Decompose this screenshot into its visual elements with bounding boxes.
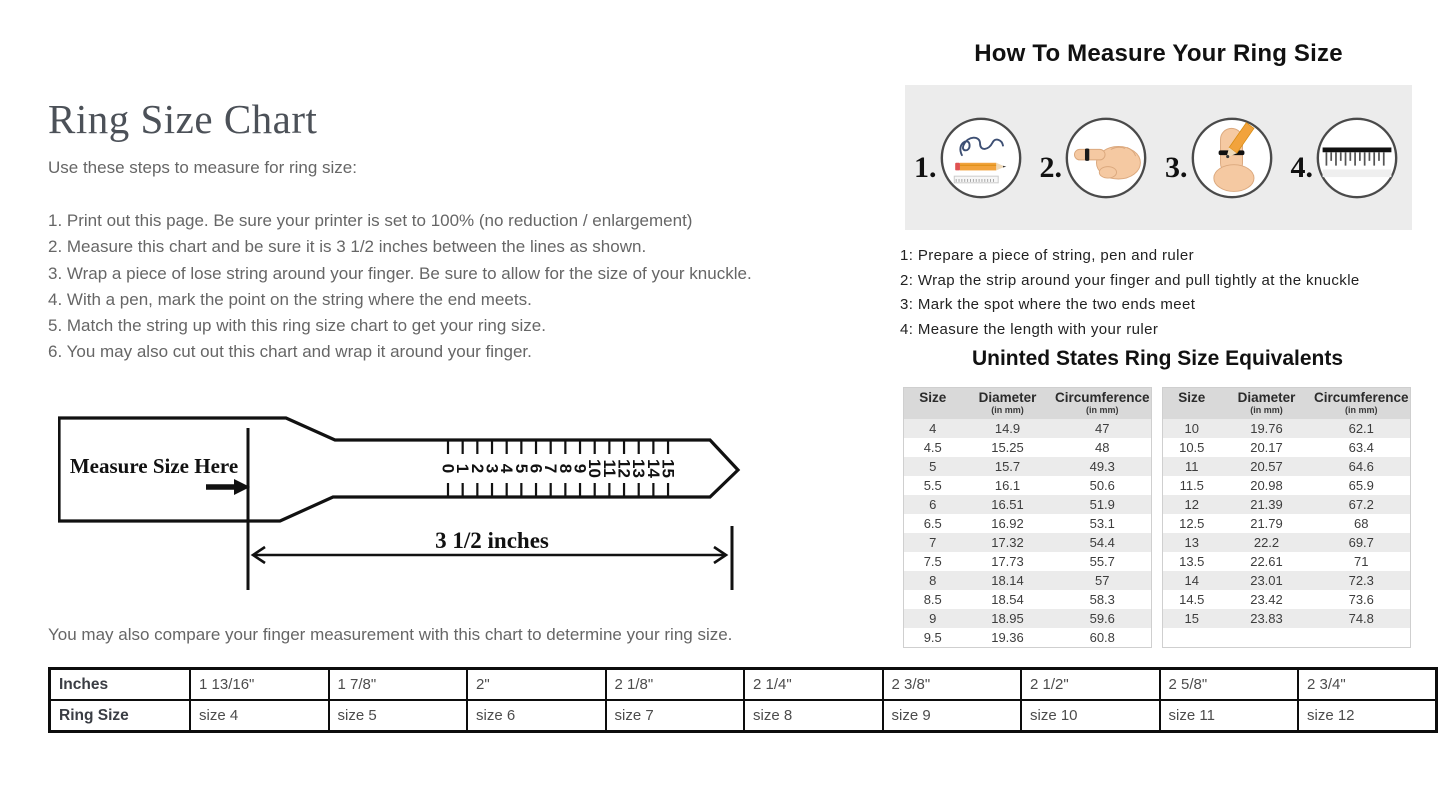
eq-column-header: Size [904, 388, 962, 420]
equivalents-table-left [903, 387, 1152, 648]
eq-row: 5.5 16.1 50.6 [904, 476, 1152, 495]
compare-note: You may also compare your finger measurement with this chart to determine your ring size. [48, 625, 733, 644]
row-header: Inches [50, 669, 191, 701]
ring-size-row: Ring Size size 4 size 5 size 6 size 7 size 8 size 9 size 10 size 11 size 12 [50, 700, 1437, 732]
step-1-number: 1. [914, 150, 937, 184]
string-pen-ruler-icon [938, 115, 1024, 201]
eq-row: 4 14.9 47 [904, 419, 1152, 438]
svg-text:5: 5 [511, 463, 531, 474]
howto-step-3 [1165, 115, 1275, 201]
equivalents-title: Uninted States Ring Size Equivalents [971, 347, 1344, 370]
ring-sizer-diagram [58, 413, 748, 613]
eq-column-header: Diameter (in mm) [962, 388, 1054, 420]
measure-steps-list [48, 208, 838, 366]
eq-row: 8.5 18.54 58.3 [904, 590, 1152, 609]
eq-row [1163, 628, 1411, 648]
svg-text:2: 2 [467, 463, 487, 474]
eq-row: 9 18.95 59.6 [904, 609, 1152, 628]
eq-row: 10.5 20.17 63.4 [1163, 438, 1411, 457]
svg-text:6: 6 [526, 463, 546, 474]
eq-row: 6 16.51 51.9 [904, 495, 1152, 514]
eq-row: 14.5 23.42 73.6 [1163, 590, 1411, 609]
howto-step-text: 3: Mark the spot where the two ends meet [900, 296, 1196, 314]
eq-column-header: Size [1163, 388, 1221, 420]
inches-row: Inches 1 13/16" 1 7/8" 2" 2 1/8" 2 1/4" 2 3/8" 2 1/2" 2 5/8" 2 3/4" [50, 669, 1437, 701]
svg-text:0: 0 [438, 463, 458, 474]
measure-step: 3. Wrap a piece of lose string around your finger. Be sure to allow for the size of your knuckle. [48, 263, 752, 283]
measure-size-here-label: Measure Size Here [69, 454, 239, 478]
eq-row: 11.5 20.98 65.9 [1163, 476, 1411, 495]
eq-row: 7 17.32 54.4 [904, 533, 1152, 552]
svg-text:3: 3 [482, 463, 502, 474]
svg-text:1: 1 [453, 463, 473, 474]
step-3-number: 3. [1165, 150, 1188, 184]
svg-text:4: 4 [497, 463, 517, 474]
svg-text:13: 13 [629, 459, 649, 478]
mark-spot-icon [1189, 115, 1275, 201]
eq-row: 12 21.39 67.2 [1163, 495, 1411, 514]
howto-step-text: 4: Measure the length with your ruler [900, 320, 1159, 338]
howto-step-2 [1039, 115, 1150, 201]
inches-to-ring-size-table [48, 667, 1438, 733]
svg-text:11: 11 [599, 459, 619, 478]
eq-row: 7.5 17.73 55.7 [904, 552, 1152, 571]
howto-step-text: 1: Prepare a piece of string, pen and ruler [900, 247, 1195, 264]
eq-row: 11 20.57 64.6 [1163, 457, 1411, 476]
equivalents-table-right [1162, 387, 1411, 648]
eq-row: 5 15.7 49.3 [904, 457, 1152, 476]
step-2-number: 2. [1039, 150, 1062, 184]
measure-step: 4. With a pen, mark the point on the string where the end meets. [48, 289, 532, 309]
ruler-icon [1314, 115, 1400, 201]
eq-row: 6.5 16.92 53.1 [904, 514, 1152, 533]
page-title: Ring Size Chart [48, 96, 318, 142]
eq-column-header: Circumference (in mm) [1313, 388, 1411, 420]
eq-row: 14 23.01 72.3 [1163, 571, 1411, 590]
eq-row: 9.5 19.36 60.8 [904, 628, 1152, 648]
eq-row: 13 22.2 69.7 [1163, 533, 1411, 552]
eq-row: 15 23.83 74.8 [1163, 609, 1411, 628]
measure-step: 6. You may also cut out this chart and wrap it around your finger. [48, 342, 532, 362]
svg-text:10: 10 [585, 459, 605, 478]
eq-row: 10 19.76 62.1 [1163, 419, 1411, 438]
dimension-label: 3 1/2 inches [435, 528, 549, 553]
svg-text:15: 15 [658, 459, 678, 478]
finger-string-icon [1063, 115, 1149, 201]
measure-step: 1. Print out this page. Be sure your printer is set to 100% (no reduction / enlargement) [48, 211, 693, 230]
ring-sizer-svg [58, 413, 748, 613]
svg-text:7: 7 [541, 463, 561, 474]
step-4-number: 4. [1290, 150, 1313, 184]
svg-text:8: 8 [555, 463, 575, 474]
intro-text: Use these steps to measure for ring size: [48, 158, 357, 177]
howto-title: How To Measure Your Ring Size [974, 40, 1343, 67]
measure-step: 5. Match the string up with this ring size chart to get your ring size. [48, 316, 546, 336]
measure-step: 2. Measure this chart and be sure it is 3 1/2 inches between the lines as shown. [48, 237, 647, 257]
howto-steps-list [900, 244, 1360, 342]
svg-text:9: 9 [570, 463, 590, 474]
howto-step-4 [1290, 115, 1401, 201]
eq-column-header: Circumference (in mm) [1054, 388, 1152, 420]
row-header: Ring Size [50, 700, 191, 732]
eq-row: 4.5 15.25 48 [904, 438, 1152, 457]
eq-column-header: Diameter (in mm) [1221, 388, 1313, 420]
howto-step-1 [914, 115, 1024, 201]
eq-row: 8 18.14 57 [904, 571, 1152, 590]
svg-text:14: 14 [643, 459, 663, 478]
eq-row: 13.5 22.61 71 [1163, 552, 1411, 571]
svg-text:12: 12 [614, 459, 634, 478]
eq-row: 12.5 21.79 68 [1163, 514, 1411, 533]
howto-step-text: 2: Wrap the strip around your finger and pull tightly at the knuckle [900, 271, 1360, 289]
howto-illustration-panel [905, 85, 1412, 230]
